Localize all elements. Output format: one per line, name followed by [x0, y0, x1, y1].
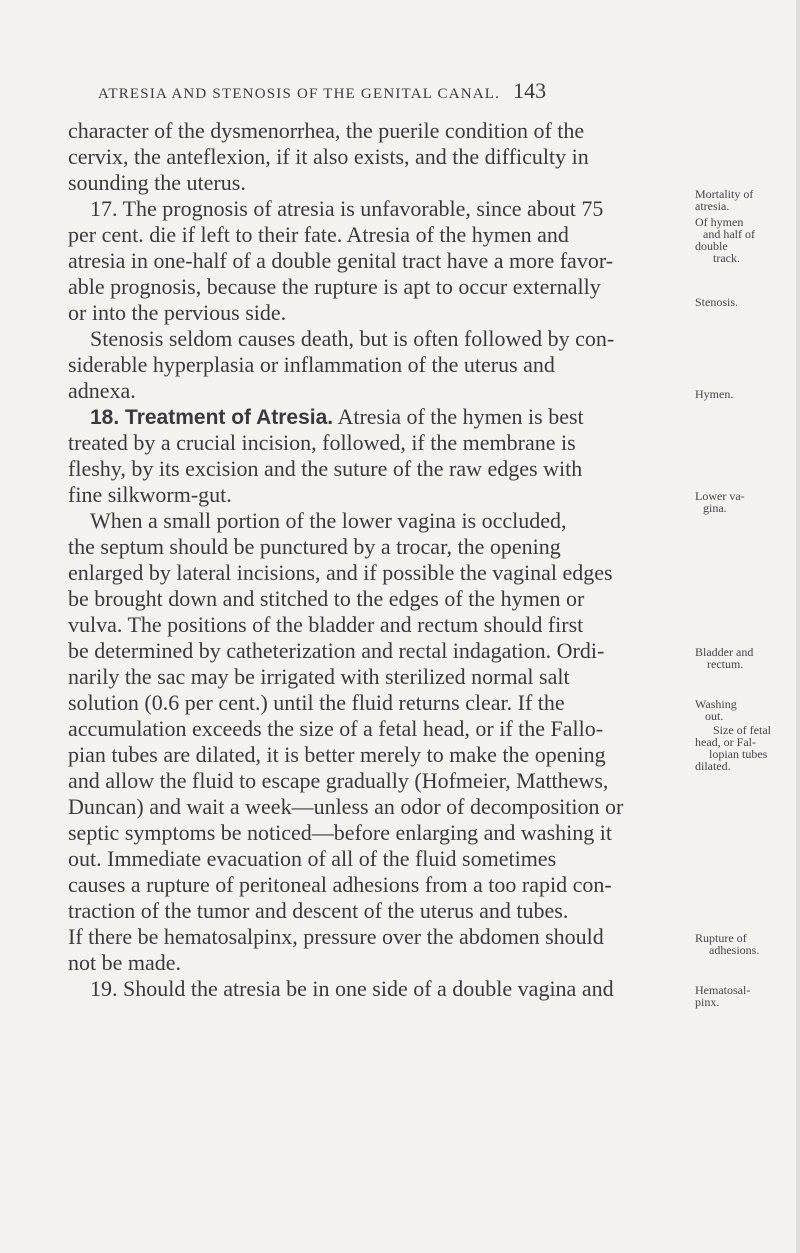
margin-note-line: out.	[705, 709, 724, 723]
text-line: fine silkworm-gut.	[68, 482, 232, 507]
margin-note	[695, 188, 795, 212]
text-line: adnexa.	[68, 378, 136, 403]
margin-note-line: lopian tubes	[709, 747, 768, 761]
margin-note	[695, 984, 795, 1008]
text-line: cervix, the anteflexion, if it also exists, and the difficulty in	[68, 144, 589, 169]
text-line: pian tubes are dilated, it is better merely to make the opening	[68, 742, 606, 767]
text-line: or into the pervious side.	[68, 300, 287, 325]
margin-note-line: adhesions.	[709, 943, 760, 957]
margin-note-line: and half of	[703, 227, 755, 241]
page-number: 143	[513, 78, 547, 103]
margin-note-line: pinx.	[695, 995, 720, 1009]
text-line: Atresia of the hymen is best	[337, 404, 584, 429]
text-line: be brought down and stitched to the edges of the hymen or	[68, 586, 585, 611]
margin-note-line: double	[695, 239, 728, 253]
margin-note-line: Hymen.	[695, 387, 734, 401]
margin-note	[695, 296, 795, 308]
margin-note-line: Mortality of	[695, 187, 754, 201]
text-line: be determined by catheterization and rectal indagation. Ordi-	[68, 638, 605, 663]
text-line: enlarged by lateral incisions, and if possible the vaginal edges	[68, 560, 613, 585]
margin-note-line: Of hymen	[695, 215, 744, 229]
text-line: solution (0.6 per cent.) until the fluid returns clear. If the	[68, 690, 565, 715]
text-line: causes a rupture of peritoneal adhesions from a too rapid con-	[68, 872, 612, 897]
text-line: and allow the fluid to escape gradually (Hofmeier, Matthews,	[68, 768, 609, 793]
margin-note	[695, 698, 795, 722]
text-line: able prognosis, because the rupture is apt to occur externally	[68, 274, 601, 299]
margin-note-line: track.	[713, 251, 740, 265]
running-header	[98, 78, 546, 104]
text-line: traction of the tumor and descent of the uterus and tubes.	[68, 898, 569, 923]
text-line: 17. The prognosis of atresia is unfavorable, since about 75	[90, 196, 604, 221]
text-line: sounding the uterus.	[68, 170, 246, 195]
text-line: When a small portion of the lower vagina is occluded,	[90, 508, 567, 533]
text-line: narily the sac may be irrigated with sterilized normal salt	[68, 664, 570, 689]
margin-note-line: Washing	[695, 697, 737, 711]
section-heading: 18. Treatment of Atresia.	[90, 406, 334, 429]
running-title: ATRESIA AND STENOSIS OF THE GENITAL CANAL.	[98, 86, 501, 102]
page-edge	[796, 0, 800, 1253]
margin-note-line: rectum.	[707, 657, 744, 671]
text-line: per cent. die if left to their fate. Atresia of the hymen and	[68, 222, 569, 247]
text-line: not be made.	[68, 950, 182, 975]
margin-note	[695, 932, 795, 956]
margin-note-line: Stenosis.	[695, 295, 739, 309]
margin-note	[695, 388, 795, 400]
margin-note-line: Bladder and	[695, 645, 754, 659]
margin-note-line: atresia.	[695, 199, 730, 213]
text-line: treated by a crucial incision, followed, if the membrane is	[68, 430, 576, 455]
section-line	[68, 404, 688, 430]
margin-note-line: gina.	[703, 501, 727, 515]
text-line: septic symptoms be noticed—before enlarging and washing it	[68, 820, 612, 845]
text-line: atresia in one-half of a double genital tract have a more favor-	[68, 248, 614, 273]
text-line: the septum should be punctured by a trocar, the opening	[68, 534, 561, 559]
text-line: fleshy, by its excision and the suture of the raw edges with	[68, 456, 583, 481]
text-line: character of the dysmenorrhea, the puerile condition of the	[68, 118, 585, 143]
text-line: out. Immediate evacuation of all of the fluid sometimes	[68, 846, 557, 871]
margin-note-line: Rupture of	[695, 931, 747, 945]
body-text	[68, 118, 688, 1002]
margin-note-line: head, or Fal-	[695, 735, 756, 749]
text-line: accumulation exceeds the size of a fetal head, or if the Fallo-	[68, 716, 604, 741]
margin-note	[695, 646, 795, 670]
text-line: 19. Should the atresia be in one side of a double vagina and	[90, 976, 614, 1001]
margin-note-line: Lower va-	[695, 489, 745, 503]
margin-note-line: Size of fetal	[713, 723, 771, 737]
text-line: vulva. The positions of the bladder and rectum should first	[68, 612, 584, 637]
margin-note-line: Hematosal-	[695, 983, 751, 997]
margin-note	[695, 724, 795, 772]
margin-note	[695, 490, 795, 514]
margin-note-line: dilated.	[695, 759, 731, 773]
text-line: Duncan) and wait a week—unless an odor of decomposition or	[68, 794, 624, 819]
text-line: If there be hematosalpinx, pressure over the abdomen should	[68, 924, 604, 949]
text-line: Stenosis seldom causes death, but is often followed by con-	[90, 326, 615, 351]
margin-note	[695, 216, 795, 264]
text-line: siderable hyperplasia or inflammation of the uterus and	[68, 352, 555, 377]
